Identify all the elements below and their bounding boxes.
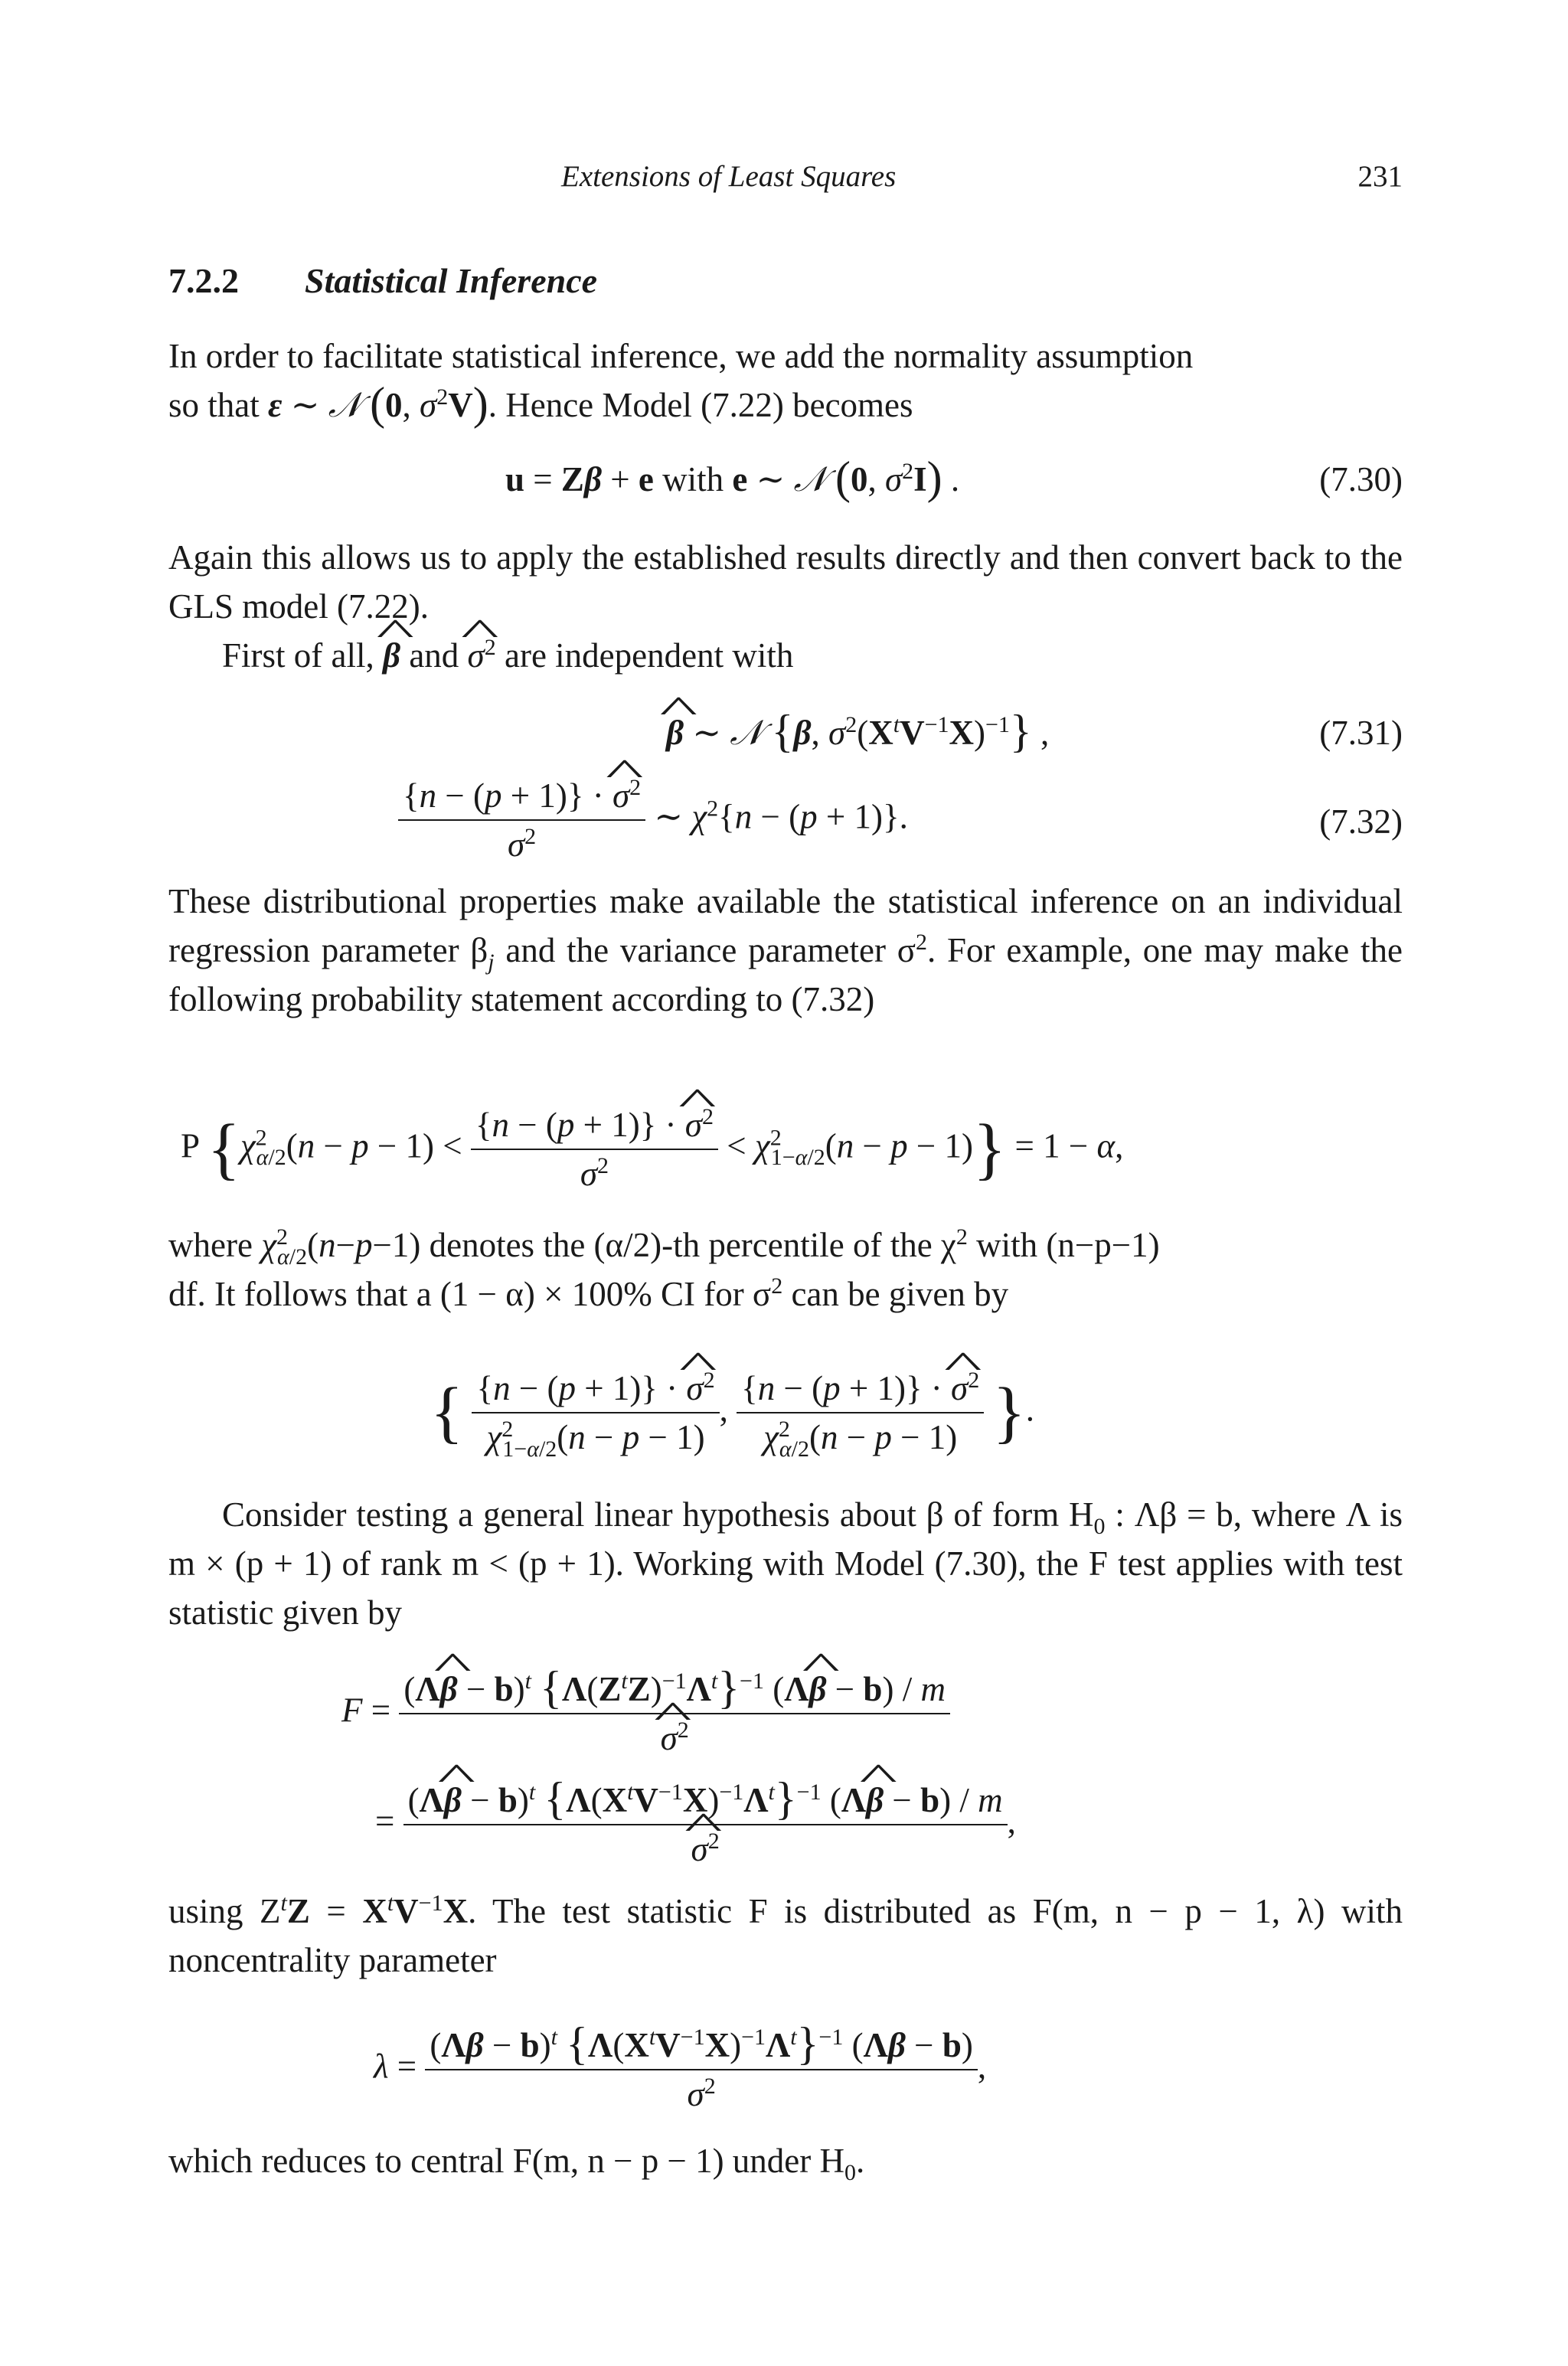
running-title: Extensions of Least Squares bbox=[561, 160, 897, 193]
equation-label-7-32: (7.32) bbox=[1319, 802, 1403, 841]
section-number: 7.2.2 bbox=[168, 261, 239, 300]
page-number: 231 bbox=[1357, 160, 1403, 193]
equation-label-7-30: (7.30) bbox=[1319, 460, 1403, 498]
paragraph-hypothesis: Consider testing a general linear hypothesis about β of form $H_0$ : Λβ = b, where Λ is m × (p + 1) of rank m < (p + 1). Working with Model (7.30), the F test applies with test statistic given by bbox=[168, 1495, 1403, 1632]
equation-lambda: λ = $\frac{(\Lambda\beta - b)^t \{\Lambda(X^tV^{-1}X)^{-1}\Lambda^t\}^{-1} (\Lambda\beta - b)}{\sigma^2}$ , bbox=[374, 2018, 987, 2113]
equation-7-32: $\frac{\{n - (p + 1)\} \cdot \^{} \sigma^2}{\sigma^2}$ ∼ $\chi^2\{n - (p + 1)\}$. bbox=[398, 772, 908, 868]
equation-7-31: ^ β ∼ 𝒩 {β, $\sigma^2(X^tV^{-1}X)^{-1}$} , bbox=[666, 708, 1049, 757]
p1-line2: so that ε ∼ 𝒩 (0, $\sigma^2V$). Hence Model (7.22) becomes bbox=[168, 378, 913, 429]
equation-f-statistic-line2: = (Λ^ β − b)$^t$ $\{\Lambda(X^tV^{-1}X)^{-1}\Lambda^t\}^{-1}$ (Λ^ β − b) / m ^ $\sigma^2$ , bbox=[375, 1776, 1016, 1873]
paragraph-normality bbox=[168, 332, 1403, 430]
paragraph-distributional: These distributional properties make available the statistical inference on an individual regression parameter $\beta_j$ and the variance parameter $\sigma^2$. For example, one may make the following probability statement according to (7.32) bbox=[168, 882, 1403, 1018]
paragraph-independent: First of all, ^ β and ^ $\sigma^2$ are independent with bbox=[222, 631, 793, 680]
p1-line1: In order to facilitate statistical inference, we add the normality assumption bbox=[168, 337, 1194, 375]
paragraph-percentile bbox=[168, 1221, 1403, 1319]
section-title: Statistical Inference bbox=[305, 261, 598, 300]
equation-probability: P {$\chi^2_{\alpha/2}(n - p - 1)$ < $\frac{\{n - (p + 1)\} \cdot \^{} \sigma^2}{\sigma^2}$ < $\chi^2_{1-\alpha/2}(n - p - 1)\} = 1 - \alpha$, bbox=[181, 1101, 1123, 1198]
equation-f-statistic-line1: F = (Λ^ β − b)$^t$ $\{\Lambda(Z^tZ)^{-1}\Lambda^t\}^{-1}$ (Λ^ β − b) / m ^ $\sigma^2$ bbox=[341, 1665, 950, 1762]
p5-line2: df. It follows that a (1 − α) × 100% CI for $\sigma^2$ can be given by bbox=[168, 1273, 1009, 1313]
p5-line1: where $\chi^2_{\alpha/2}(n-p-1)$ denotes the (α/2)-th percentile of the $\chi^2$ with (n−p−1) bbox=[168, 1224, 1160, 1270]
paragraph-noncentrality: using $Z^tZ = X^tV^{-1}X$. The test statistic F is distributed as F(m, n − p − 1, λ) with noncentrality parameter bbox=[168, 1891, 1403, 1979]
equation-7-30: u = Zβ + e with e ∼ 𝒩 (0, $\sigma^2I$) . bbox=[505, 453, 960, 503]
equation-label-7-31: (7.31) bbox=[1319, 714, 1403, 752]
paragraph-convert: Again this allows us to apply the established results directly and then convert back to the GLS model (7.22). bbox=[168, 538, 1403, 626]
equation-confidence-interval: { $\frac{\{n - (p + 1)\} \cdot \^{} \sigma^2}{\chi^2_{1-\alpha/2}(n - p - 1)}$ , $\frac{\{n - (p + 1)\} \cdot \^{} \sigma^2}{\chi^2_{\alpha/2}(n - p - 1)}$ }. bbox=[430, 1364, 1034, 1461]
paragraph-central: which reduces to central F(m, n − p − 1) under $H_0$. bbox=[168, 2142, 865, 2185]
